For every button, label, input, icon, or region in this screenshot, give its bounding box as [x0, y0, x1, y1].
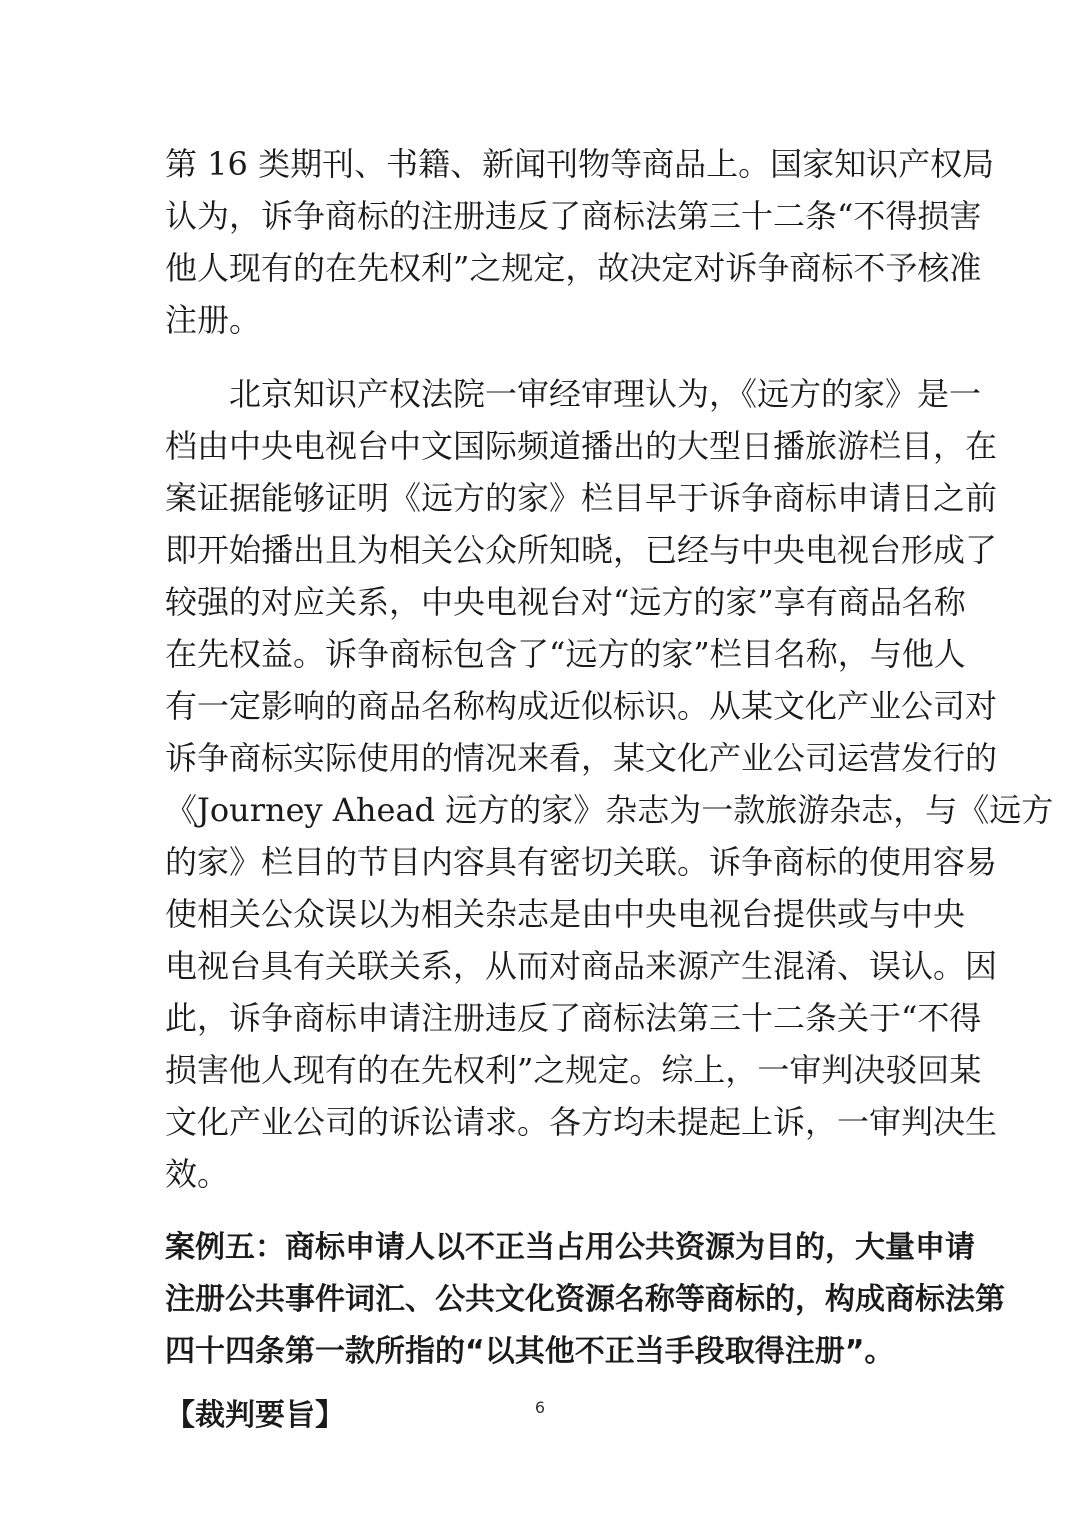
text-line: 档由中央电视台中文国际频道播出的大型日播旅游栏目，在: [165, 427, 998, 465]
text-line: 在先权益。诉争商标包含了“远方的家”栏目名称，与他人: [165, 635, 966, 673]
heading-line: 四十四条第一款所指的“以其他不正当手段取得注册”。: [165, 1334, 895, 1369]
text-line: 第 16 类期刊、书籍、新闻刊物等商品上。国家知识产权局: [165, 145, 995, 183]
page-number: 6: [534, 1398, 546, 1417]
text-line: 《Journey Ahead 远方的家》杂志为一款旅游杂志，与《远方: [165, 791, 1054, 829]
paragraph-1: [165, 138, 995, 346]
text-line: 损害他人现有的在先权利”之规定。综上，一审判决驳回某: [165, 1051, 982, 1089]
text-line: 诉争商标实际使用的情况来看，某文化产业公司运营发行的: [165, 739, 998, 777]
text-line: 案证据能够证明《远方的家》栏目早于诉争商标申请日之前: [165, 479, 998, 517]
text-line: 电视台具有关联关系，从而对商品来源产生混淆、误认。因: [165, 947, 998, 985]
paragraph-2: [165, 368, 1054, 1200]
text-line: 较强的对应关系，中央电视台对“远方的家”享有商品名称: [165, 583, 966, 621]
case-heading: [165, 1222, 1005, 1378]
text-line: 有一定影响的商品名称构成近似标识。从某文化产业公司对: [165, 687, 998, 725]
text-line: 北京知识产权法院一审经审理认为，《远方的家》是一: [165, 375, 982, 413]
text-line: 即开始播出且为相关公众所知晓，已经与中央电视台形成了: [165, 531, 998, 569]
heading-line: 案例五：商标申请人以不正当占用公共资源为目的，大量申请: [165, 1230, 975, 1265]
text-line: 认为，诉争商标的注册违反了商标法第三十二条“不得损害: [165, 197, 982, 235]
document-page: [165, 138, 1054, 1442]
text-line: 使相关公众误以为相关杂志是由中央电视台提供或与中央: [165, 895, 966, 933]
text-line: 注册。: [165, 301, 262, 339]
text-line: 的家》栏目的节目内容具有密切关联。诉争商标的使用容易: [165, 843, 998, 881]
text-line: 效。: [165, 1155, 230, 1193]
text-line: 此，诉争商标申请注册违反了商标法第三十二条关于“不得: [165, 999, 982, 1037]
text-line: 他人现有的在先权利”之规定，故决定对诉争商标不予核准: [165, 249, 982, 287]
text-line: 文化产业公司的诉讼请求。各方均未提起上诉，一审判决生: [165, 1103, 998, 1141]
section-label: 【裁判要旨】: [165, 1398, 345, 1433]
heading-line: 注册公共事件词汇、公共文化资源名称等商标的，构成商标法第: [165, 1282, 1005, 1317]
